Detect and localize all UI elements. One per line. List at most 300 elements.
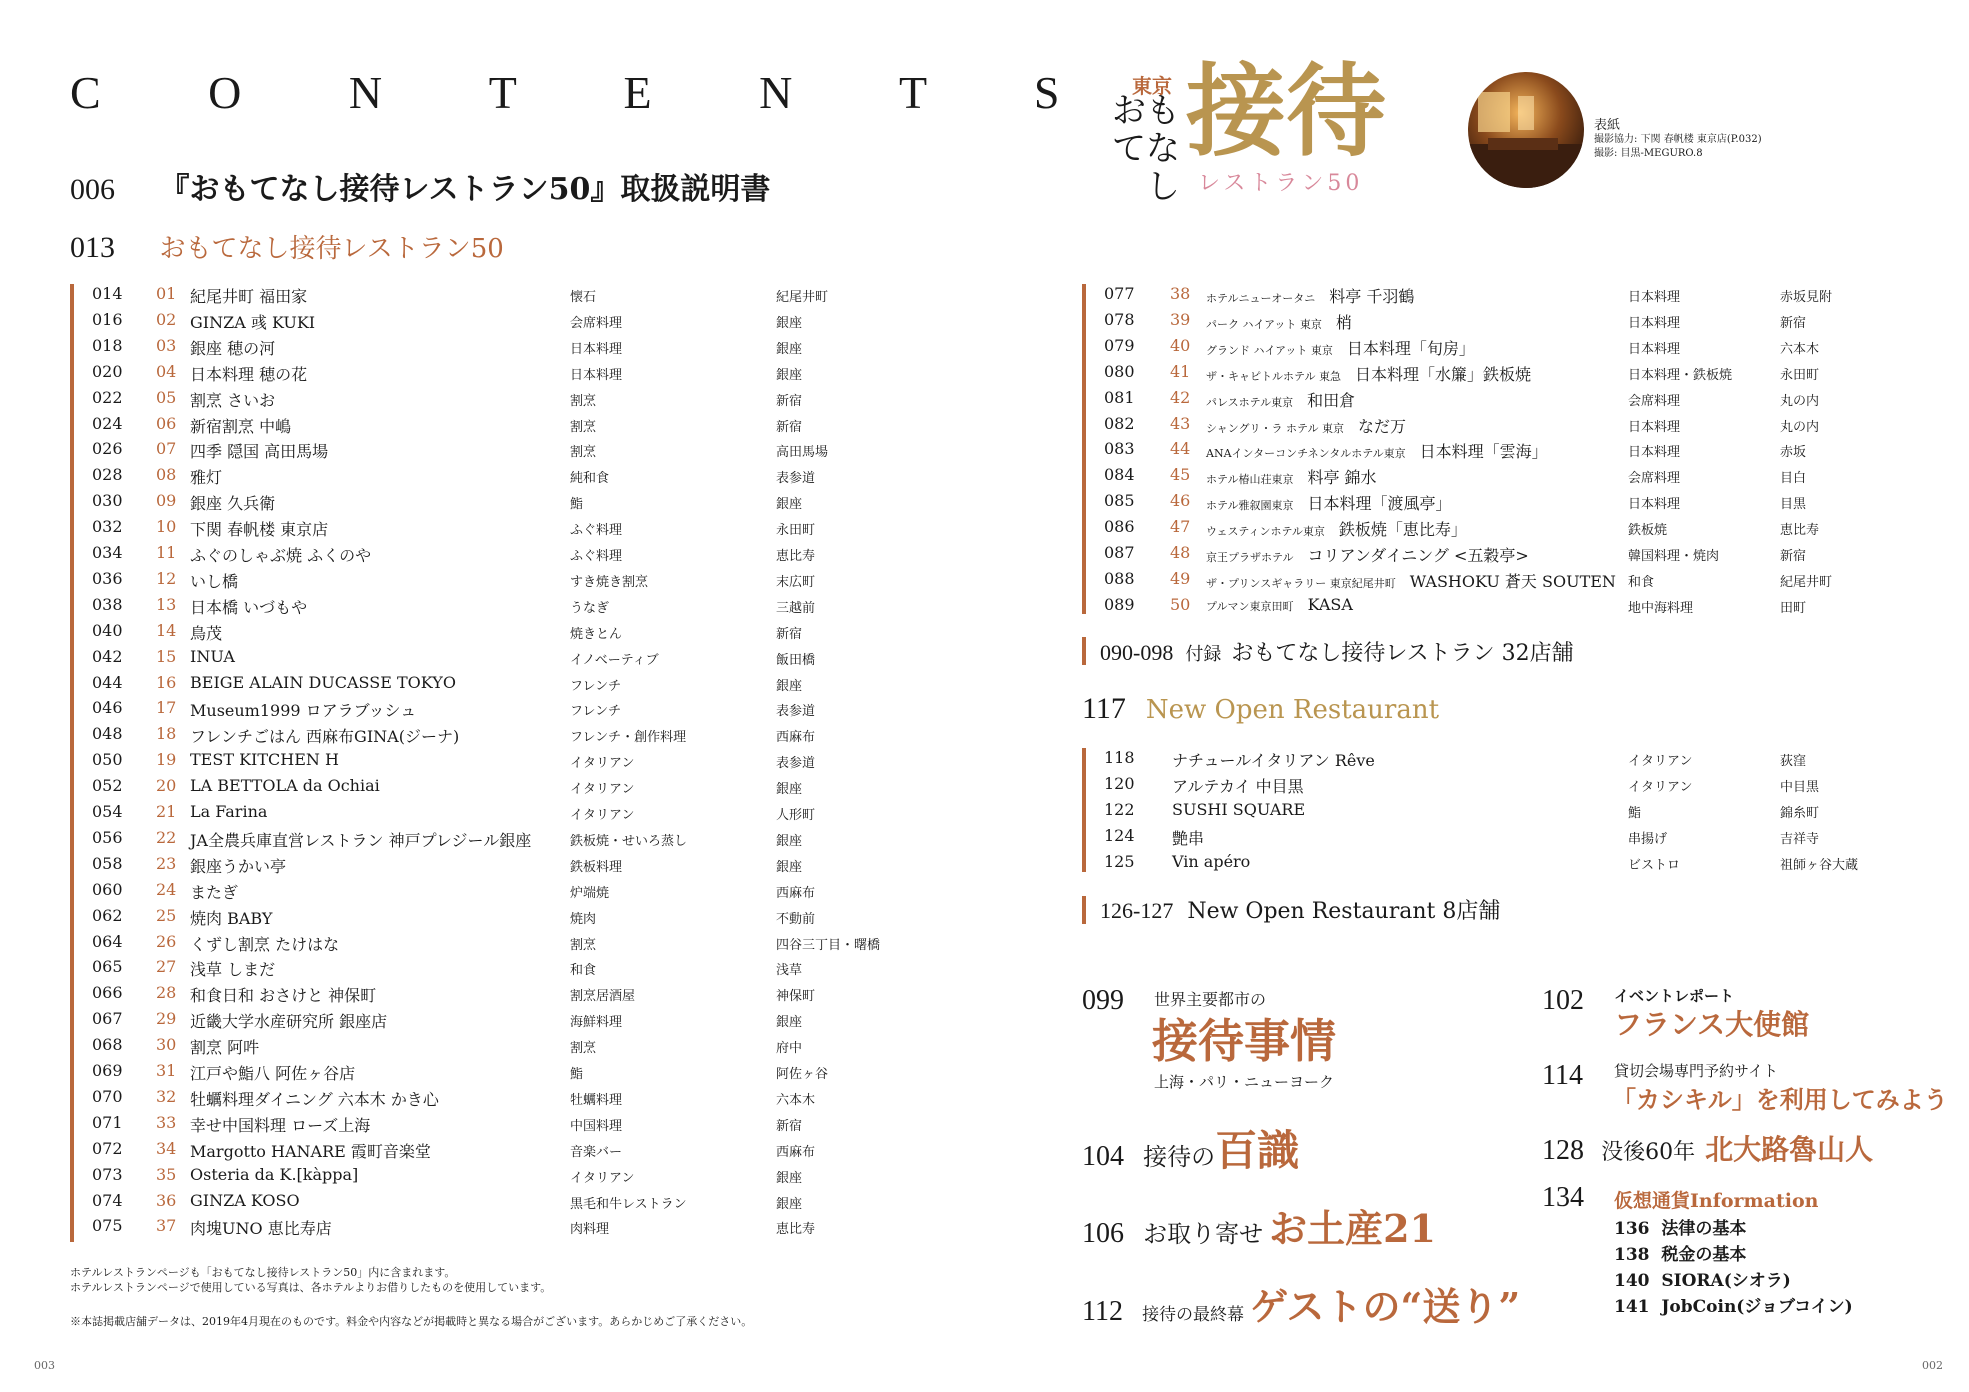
hotel-row[interactable] [1104, 310, 1904, 336]
row-restaurant: 日本料理「雲海」 [1419, 442, 1548, 462]
hotel-row[interactable] [1104, 414, 1904, 440]
section-manual-page: 006 [70, 173, 115, 206]
row-area: 府中 [776, 1041, 803, 1057]
crypto-item-page: 138 [1614, 1245, 1650, 1265]
row-page: 078 [1104, 309, 1135, 329]
row-name: 焼肉 BABY [190, 908, 273, 928]
row-name: LA BETTOLA da Ochiai [190, 776, 380, 796]
feature-104[interactable] [1082, 1118, 1299, 1178]
row-number: 24 [156, 879, 177, 899]
restaurant-row[interactable] [92, 931, 881, 958]
row-area: 三越前 [776, 600, 816, 616]
row-category: 割烹 [570, 445, 597, 461]
row-page: 022 [92, 387, 123, 407]
row-page: 079 [1104, 335, 1135, 355]
logo-omotenashi: おもてなし [1112, 91, 1180, 207]
row-hotel: ホテル雅叙園東京 [1206, 499, 1294, 513]
row-area: 永田町 [776, 523, 816, 539]
row-number: 09 [156, 491, 177, 511]
row-name: 銀座 久兵衛 [190, 494, 276, 514]
row-category: フレンチ [570, 678, 622, 694]
row-name: Vin apéro [1172, 851, 1251, 871]
feature-104-pre: 接待の [1143, 1143, 1216, 1171]
row-number: 11 [156, 543, 177, 562]
row-area: 銀座 [776, 341, 803, 357]
row-name [1206, 310, 1352, 333]
row-number: 19 [156, 750, 177, 770]
row-name [1206, 284, 1414, 307]
section-manual[interactable] [70, 164, 770, 208]
restaurant-row[interactable] [92, 1113, 852, 1139]
row-page: 085 [1104, 491, 1135, 511]
row-page: 075 [92, 1216, 123, 1236]
section-appendix[interactable] [1100, 636, 1574, 667]
row-number: 40 [1170, 335, 1191, 355]
restaurant-row[interactable] [92, 595, 852, 621]
row-name [1206, 569, 1616, 592]
row-area: 銀座 [776, 315, 803, 331]
hotel-row[interactable] [1104, 569, 1904, 595]
row-area: 吉祥寺 [1780, 831, 1820, 847]
row-number: 18 [156, 724, 177, 744]
row-hotel: パレスホテル東京 [1206, 395, 1294, 409]
row-area: 赤坂見附 [1780, 290, 1833, 305]
row-area: 目白 [1780, 471, 1807, 487]
hotel-row[interactable] [1104, 543, 1904, 569]
hotel-row[interactable] [1104, 439, 1904, 465]
row-category: 鮨 [1628, 805, 1642, 821]
row-category: 日本料理 [570, 341, 623, 357]
row-number: 26 [156, 931, 177, 951]
row-area: 高田馬場 [776, 445, 829, 461]
restaurant-row[interactable] [92, 362, 852, 388]
crypto-item[interactable] [1614, 1240, 1853, 1266]
row-number: 29 [156, 1009, 177, 1029]
restaurant-row[interactable] [92, 647, 852, 673]
row-name [1206, 543, 1529, 566]
feature-134-title: 仮想通貨Information [1614, 1190, 1819, 1212]
row-category: イタリアン [570, 808, 635, 823]
row-area: 飯田橋 [776, 652, 816, 668]
hotel-row[interactable] [1104, 491, 1904, 517]
row-page: 052 [92, 776, 123, 796]
row-number: 38 [1170, 284, 1191, 303]
row-number: 48 [1170, 543, 1191, 562]
row-area: 表参道 [776, 471, 816, 487]
row-category: イタリアン [1628, 779, 1693, 795]
row-number: 21 [156, 802, 177, 821]
row-hotel: ホテルニューオータニ [1206, 292, 1316, 305]
row-area: 新宿 [776, 1118, 803, 1134]
row-category: 地中海料理 [1628, 600, 1694, 616]
row-name: GINZA 彧 KUKI [190, 312, 316, 332]
row-area: 紀尾井町 [776, 290, 829, 305]
restaurant-row[interactable] [92, 517, 852, 543]
crypto-item-page: 141 [1614, 1297, 1650, 1317]
restaurant-row[interactable] [92, 957, 852, 983]
row-page: 072 [92, 1138, 123, 1158]
new-open-page: 117 [1082, 692, 1126, 725]
row-page: 056 [92, 827, 123, 847]
row-page: 034 [92, 543, 123, 562]
row-area: 銀座 [776, 678, 803, 694]
row-number: 17 [156, 698, 177, 718]
row-area: 紀尾井町 [1780, 574, 1833, 590]
row-number: 50 [1170, 594, 1191, 614]
feature-106-title: お土産21 [1269, 1206, 1436, 1251]
row-category: 音楽バー [570, 1144, 623, 1160]
row-area: 荻窪 [1780, 754, 1807, 769]
footnote-3: ※本誌掲載店舗データは、2019年4月現在のものです。料金や内容などが掲載時と異なる場合がございます。あらかじめご了承ください。 [70, 1315, 753, 1328]
row-category: 鉄板焼・せいろ蒸し [570, 833, 688, 849]
restaurant-row[interactable] [92, 750, 852, 776]
restaurant-row[interactable] [92, 906, 852, 932]
feature-114[interactable] [1542, 1060, 1962, 1120]
restaurant-row[interactable] [92, 465, 852, 491]
restaurant-row[interactable] [92, 854, 852, 880]
logo-tokyo: 東京 [1132, 74, 1172, 98]
new-open-more-title: New Open Restaurant 8店舗 [1187, 899, 1501, 924]
restaurant-row[interactable] [92, 543, 852, 569]
new-open-row[interactable] [1104, 826, 1904, 852]
row-area: 赤坂 [1780, 445, 1807, 461]
row-category: 鉄板焼 [1628, 523, 1668, 539]
restaurant-row[interactable] [92, 439, 852, 465]
row-area: 末広町 [776, 574, 816, 590]
row-number: 02 [156, 309, 177, 329]
row-restaurant: 和田倉 [1307, 390, 1356, 410]
row-category: 日本料理 [1628, 341, 1681, 357]
feature-106-page: 106 [1082, 1218, 1124, 1249]
feature-128-page: 128 [1542, 1135, 1584, 1166]
feature-128[interactable] [1542, 1128, 1873, 1168]
restaurant-row[interactable] [92, 983, 852, 1009]
row-page: 067 [92, 1009, 123, 1029]
row-name: 新宿割烹 中嶋 [190, 416, 292, 436]
row-name: Margotto HANARE 霞町音楽堂 [190, 1141, 431, 1161]
row-name: La Farina [190, 802, 268, 821]
row-restaurant: WASHOKU 蒼天 SOUTEN [1409, 571, 1616, 591]
row-name: フレンチごはん 西麻布GINA(ジーナ) [190, 727, 460, 747]
row-number: 44 [1170, 439, 1191, 459]
restaurant-row[interactable] [92, 698, 852, 724]
row-restaurant: 梢 [1335, 312, 1352, 332]
feature-134[interactable] [1542, 1182, 1942, 1322]
row-category: 韓国料理・焼肉 [1628, 549, 1720, 564]
row-area: 中目黒 [1780, 779, 1820, 795]
row-name: ふぐのしゃぶ焼 ふくのや [190, 546, 372, 565]
row-category: 鮨 [570, 497, 584, 513]
row-area: 西麻布 [776, 885, 816, 901]
row-category: イタリアン [570, 756, 635, 772]
row-name [1206, 414, 1406, 437]
row-category: 和食 [1628, 574, 1655, 590]
row-area: 銀座 [776, 1170, 803, 1186]
feature-112-title: ゲストの“送り” [1250, 1284, 1521, 1329]
row-page: 070 [92, 1086, 123, 1106]
row-area: 田町 [1780, 600, 1807, 616]
row-number: 49 [1170, 568, 1191, 588]
row-category: すき焼き割烹 [570, 574, 649, 590]
row-page: 118 [1104, 748, 1135, 767]
row-hotel: グランド ハイアット 東京 [1206, 343, 1333, 357]
restaurant-row[interactable] [92, 1087, 852, 1113]
row-area: 新宿 [776, 626, 803, 642]
feature-099-page: 099 [1082, 985, 1124, 1016]
row-page: 030 [92, 491, 123, 511]
row-number: 20 [156, 776, 177, 796]
row-name: 下関 春帆楼 東京店 [190, 520, 329, 540]
row-number: 39 [1170, 309, 1191, 329]
row-page: 040 [92, 620, 123, 640]
restaurant-row[interactable] [92, 310, 852, 336]
row-page: 016 [92, 309, 123, 329]
row-page: 089 [1104, 594, 1135, 614]
restaurant-row[interactable] [92, 1009, 852, 1035]
hotel-row[interactable] [1104, 517, 1904, 543]
restaurant-row[interactable] [92, 336, 852, 362]
row-restaurant: 日本料理「渡風亭」 [1307, 494, 1452, 514]
row-name [1206, 362, 1531, 385]
row-area: 恵比寿 [776, 1222, 816, 1238]
row-page: 087 [1104, 543, 1135, 562]
hotel-row[interactable] [1104, 362, 1904, 388]
hotel-row[interactable] [1104, 284, 1904, 310]
row-hotel: ウェスティンホテル東京 [1206, 525, 1325, 539]
folio-right: 002 [1922, 1359, 1943, 1372]
row-number: 05 [156, 387, 177, 407]
footnote-1: ホテルレストランページも「おもてなし接待レストラン50」内に含まれます。 [70, 1266, 456, 1279]
row-area: 恵比寿 [776, 549, 816, 564]
row-name: ナチュールイタリアン Rêve [1172, 751, 1375, 770]
feature-102-title: フランス大使館 [1614, 1008, 1810, 1041]
row-number: 36 [156, 1190, 177, 1210]
row-name: BEIGE ALAIN DUCASSE TOKYO [190, 672, 456, 692]
row-restaurant: 料亭 千羽鶴 [1329, 287, 1415, 306]
restaurant-row[interactable] [92, 491, 852, 517]
row-hotel: プルマン東京田町 [1206, 599, 1294, 613]
row-area: 恵比寿 [1780, 523, 1820, 539]
appendix-page: 090-098 [1100, 640, 1174, 665]
hotel-row[interactable] [1104, 465, 1904, 491]
row-name: 鳥茂 [190, 623, 223, 643]
row-area: 西麻布 [776, 1144, 816, 1160]
row-page: 026 [92, 439, 123, 459]
row-category: 日本料理 [1628, 445, 1681, 461]
row-number: 46 [1170, 491, 1191, 511]
row-number: 32 [156, 1086, 177, 1106]
row-page: 028 [92, 465, 123, 485]
row-area: 銀座 [776, 859, 803, 875]
row-number: 04 [156, 361, 177, 381]
restaurant-row[interactable] [92, 724, 852, 750]
restaurant-row[interactable] [92, 802, 852, 828]
feature-099-sub: 上海・パリ・ニューヨーク [1154, 1073, 1335, 1091]
row-number: 37 [156, 1216, 177, 1236]
row-number: 12 [156, 568, 177, 588]
row-category: イタリアン [570, 1170, 635, 1186]
row-name: 割烹 さいお [190, 390, 276, 410]
row-category: 海鮮料理 [570, 1015, 623, 1031]
row-name [1206, 465, 1377, 488]
crypto-item-name: JobCoin(ジョブコイン) [1661, 1297, 1853, 1317]
row-name: アルテカイ 中目黒 [1172, 776, 1304, 796]
row-page: 069 [92, 1061, 123, 1080]
row-area: 六本木 [776, 1092, 816, 1108]
restaurant-row[interactable] [92, 673, 852, 699]
row-number: 31 [156, 1061, 177, 1080]
row-name: GINZA KOSO [190, 1190, 300, 1210]
row-area: 新宿 [776, 393, 803, 409]
row-restaurant: 日本料理「旬房」 [1346, 338, 1475, 358]
row-name: またぎ [190, 882, 239, 902]
restaurant-row[interactable] [92, 1139, 852, 1165]
row-page: 082 [1104, 413, 1135, 433]
hotel-restaurant-list [1104, 284, 1904, 614]
new-open-bar [1082, 748, 1086, 872]
crypto-item-name: 法律の基本 [1661, 1219, 1747, 1239]
row-area: 浅草 [776, 963, 803, 979]
row-name: JA全農兵庫直営レストラン 神戸プレジール銀座 [190, 830, 532, 850]
new-open-row[interactable] [1104, 748, 1904, 774]
row-page: 036 [92, 568, 123, 588]
feature-114-title: 「カシキル」を利用してみよう [1612, 1085, 1948, 1114]
row-category: 焼肉 [570, 911, 597, 927]
row-page: 124 [1104, 825, 1135, 845]
row-page: 071 [92, 1112, 123, 1132]
section-new-open-more[interactable] [1100, 894, 1500, 925]
row-hotel: シャングリ・ラ ホテル 東京 [1206, 421, 1345, 435]
row-category: うなぎ [570, 600, 610, 616]
crypto-item[interactable] [1614, 1266, 1853, 1292]
restaurant-row[interactable] [92, 569, 852, 595]
row-number: 15 [156, 646, 177, 666]
row-number: 47 [1170, 517, 1191, 537]
section-restaurants[interactable] [70, 228, 504, 265]
new-open-more-bar [1082, 896, 1086, 924]
crypto-item[interactable] [1614, 1292, 1853, 1318]
row-area: 表参道 [776, 704, 816, 720]
restaurant-row[interactable] [92, 414, 852, 440]
new-open-row[interactable] [1104, 774, 1904, 800]
contents-heading: C O N T E N T S [70, 67, 1108, 118]
feature-128-title: 北大路魯山人 [1705, 1133, 1874, 1166]
row-area: 神保町 [776, 989, 816, 1005]
restaurant-row[interactable] [92, 776, 852, 802]
row-page: 042 [92, 646, 123, 666]
row-page: 083 [1104, 439, 1135, 459]
row-name: 和食日和 おさけと 神保町 [190, 986, 377, 1006]
restaurant-row[interactable] [92, 621, 852, 647]
crypto-item-page: 136 [1614, 1219, 1650, 1239]
row-category: 割烹 [570, 393, 597, 409]
restaurant-row[interactable] [92, 1165, 852, 1191]
cover-photo [1468, 72, 1584, 188]
row-category: 日本料理・鉄板焼 [1628, 367, 1733, 383]
restaurant-row[interactable] [92, 1216, 852, 1242]
row-name [1206, 491, 1451, 514]
feature-099-title: 接待事情 [1152, 1014, 1336, 1068]
row-area: 銀座 [776, 1015, 803, 1031]
hotel-row[interactable] [1104, 595, 1904, 621]
restaurant-row[interactable] [92, 388, 852, 414]
row-name: 四季 隠国 高田馬場 [190, 442, 329, 462]
restaurant-row[interactable] [92, 284, 852, 310]
left-list-bar [70, 284, 74, 1242]
row-page: 018 [92, 335, 123, 355]
row-hotel: ANAインターコンチネンタルホテル東京 [1206, 447, 1406, 461]
row-area: 銀座 [776, 1196, 803, 1212]
row-name [1206, 595, 1353, 614]
row-number: 10 [156, 517, 177, 537]
section-new-open[interactable] [1082, 692, 1439, 726]
feature-102[interactable] [1542, 985, 1942, 1045]
hotel-list-bar [1082, 284, 1086, 614]
feature-114-page: 114 [1542, 1060, 1583, 1091]
row-name: 江戸や鮨八 阿佐ヶ谷店 [190, 1064, 356, 1083]
row-page: 050 [92, 750, 123, 770]
feature-112-page: 112 [1082, 1296, 1123, 1327]
row-name [1206, 336, 1475, 359]
feature-114-kicker: 貸切会場専門予約サイト [1614, 1062, 1778, 1080]
row-name: 肉塊UNO 恵比寿店 [190, 1219, 332, 1239]
row-name [1206, 439, 1548, 462]
restaurant-row[interactable] [92, 1035, 852, 1061]
feature-099[interactable] [1082, 985, 1482, 1095]
row-category: 純和食 [570, 471, 610, 487]
row-hotel: パーク ハイアット 東京 [1206, 317, 1322, 331]
new-open-title: New Open Restaurant [1145, 695, 1440, 725]
row-area: 新宿 [1780, 549, 1807, 564]
appendix-title: おもてなし接待レストラン 32店舗 [1231, 641, 1574, 666]
feature-102-kicker: イベントレポート [1614, 987, 1735, 1005]
restaurant-row[interactable] [92, 1061, 852, 1087]
restaurant-row[interactable] [92, 828, 852, 854]
appendix-bar [1082, 637, 1086, 665]
new-open-row[interactable] [1104, 800, 1904, 826]
magazine-logo [1080, 52, 1410, 207]
row-hotel: ザ・キャピトルホテル 東急 [1206, 369, 1341, 383]
row-category: 串揚げ [1628, 831, 1668, 847]
feature-112[interactable] [1082, 1276, 1520, 1331]
row-category: 黒毛和牛レストラン [570, 1196, 687, 1212]
row-name: 牡蠣料理ダイニング 六本木 かき心 [190, 1089, 439, 1109]
new-open-row[interactable] [1104, 852, 1904, 878]
row-number: 45 [1170, 465, 1191, 485]
row-name: 雅灯 [190, 468, 223, 488]
cover-credit-2: 撮影: 目黒-MEGURO.8 [1594, 148, 1703, 159]
row-area: 四谷三丁目・曙橋 [776, 937, 881, 953]
row-category: 日本料理 [1628, 315, 1681, 331]
feature-106[interactable] [1082, 1198, 1436, 1253]
restaurant-row[interactable] [92, 880, 852, 906]
row-number: 34 [156, 1138, 177, 1158]
row-name: TEST KITCHEN H [190, 750, 339, 770]
restaurant-row[interactable] [92, 1191, 852, 1217]
row-number: 14 [156, 620, 177, 640]
row-restaurant: 料亭 錦水 [1307, 468, 1377, 488]
row-area: 銀座 [776, 833, 803, 849]
crypto-item[interactable] [1614, 1214, 1853, 1240]
row-page: 048 [92, 724, 123, 744]
row-category: 鮨 [570, 1067, 584, 1082]
hotel-row[interactable] [1104, 388, 1904, 414]
row-area: 銀座 [776, 367, 803, 383]
feature-102-page: 102 [1542, 985, 1584, 1016]
row-area: 六本木 [1780, 341, 1820, 357]
hotel-row[interactable] [1104, 336, 1904, 362]
row-area: 新宿 [1780, 315, 1807, 331]
